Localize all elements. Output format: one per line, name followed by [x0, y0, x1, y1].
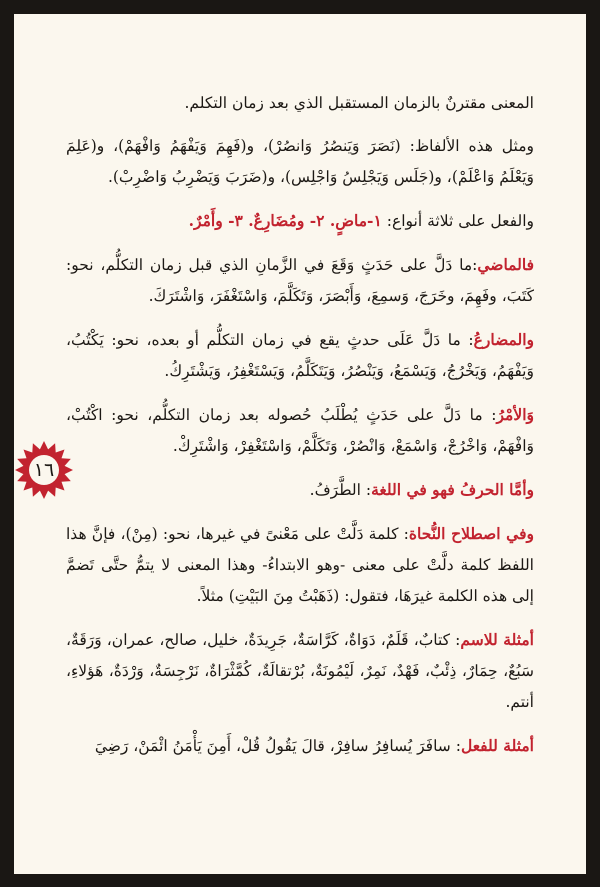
paragraph-text: ومثل هذه الألفاظ: (نَصَرَ وَيَنصُرُ وَانصُرْ)، و(فَهِمَ وَيَفْهَمُ وَافْهَمْ)، و(عَلِمَ وَيَعْلَمُ وَاعْلَمْ)، و(جَلَس وَيَجْلِسُ وَاجْلِس)، و(ضَرَبَ وَيَضْرِبُ وَاضْرِبْ). [66, 137, 534, 186]
paragraph-text: : كتابٌ، قَلَمٌ، دَوَاةٌ، كَرَّاسَةٌ، جَرِيدَةٌ، خليل، صالح، عمران، وَرَقَةٌ، سَبُعٌ، حِمَارٌ، ذِئْبٌ، فَهْدٌ، نَمِرٌ، لَيْمُونَةٌ، بُرْتقالَةٌ، كُمَّثْرَاةٌ، نَرْجِسَةٌ، وَرْدَةٌ، هَؤلاءِ، أنتم. [66, 631, 534, 711]
page-number-ornament [14, 440, 74, 500]
paragraph [66, 131, 534, 193]
book-page [14, 14, 586, 874]
paragraph-text: : ما دَلَّ عَلَى حدثٍ يقع في زمان التكلُّم أو بعده، نحو: يَكْتُبُ، وَيَفْهَمُ، وَيَخْرُجُ، وَيَسْمَعُ، وَيَنْصُرُ، وَيَتَكَلَّمُ، وَيَسْتَغْفِرُ، وَيَشْتَرِكُ. [66, 331, 534, 380]
heading-term: وفي اصطلاح النُّحاة [408, 524, 534, 543]
paragraph-text: والفعل على ثلاثة أنواع: [381, 212, 534, 230]
heading-term: ١-ماضٍ. ٢- ومُضَارِعٌ. ٣- وأَمْرٌ. [188, 211, 382, 230]
paragraph-text: :ما دَلَّ على حَدَثٍ وَقَعَ في الزَّمانِ الذي قبل زمان التكلُّم، نحو: كَتَبَ، وفَهِمَ، وخَرَجَ، وَسمِعَ، وَأَبْصَرَ، وَتَكَلَّمَ، وَاسْتَغْفَرَ، وَاشْتَرَكَ. [66, 256, 534, 305]
paragraph [66, 730, 534, 762]
page-number: ١٦ [33, 459, 55, 481]
paragraph [66, 249, 534, 312]
paragraph [66, 399, 534, 462]
paragraph-text: المعنى مقترنٌ بالزمان المستقبل الذي بعد زمان التكلم. [184, 94, 534, 112]
paragraph [66, 624, 534, 718]
paragraph-text: : كلمة دَلَّتْ على مَعْنىً في غيرها، نحو: (مِنْ)، فإنَّ هذا اللفظ كلمة دلَّتْ على معنى -وهو الابتداءُ- وهذا المعنى لا يتمُّ حتَّى تَضمَّ إلى هذه الكلمة غيرَهَا، فتقول: (ذَهَبْتُ مِنَ البَيْتِ) مثلاً. [66, 525, 534, 605]
paragraph-text: : سافَرَ يُسافِرُ سافِرْ، قالَ يَقُولُ قُلْ، أَمِنَ يَأْمَنُ ائْمَنْ، رَضِيَ [94, 737, 461, 755]
heading-term: وأمَّا الحرفُ فهو في اللغة [371, 480, 534, 499]
heading-term: والمضارعُ [473, 330, 534, 349]
page-text [66, 88, 534, 774]
heading-term: فالماضي [477, 255, 534, 274]
heading-term: وَالأمْرُ [496, 405, 534, 424]
paragraph-text: : ما دَلَّ على حَدَثٍ يُطْلَبُ حُصوله بعد زمان التكلُّم، نحو: اكْتُبْ، وَافْهَمْ، وَاخْرُجْ، وَاسْمَعْ، وَانْصُرْ، وَتَكَلَّمْ، وَاسْتَغْفِرْ، وَاشْتَرِكْ. [66, 406, 534, 455]
paragraph [66, 88, 534, 119]
heading-term: أمثلة للاسم [460, 630, 534, 649]
paragraph [66, 324, 534, 387]
paragraph [66, 205, 534, 237]
paragraph-text: : الطَّرَفُ. [309, 481, 372, 499]
heading-term: أمثلة للفعل [460, 736, 534, 755]
paragraph [66, 474, 534, 506]
paragraph [66, 518, 534, 612]
